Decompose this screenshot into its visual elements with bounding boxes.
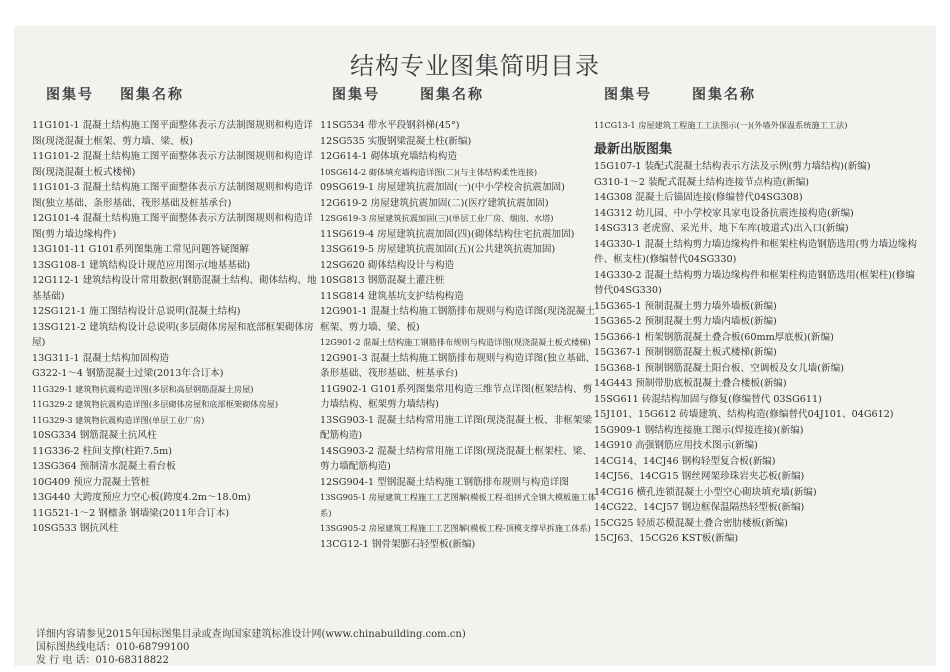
catalog-entry: 10G409 预应力混凝土管桩 bbox=[32, 476, 150, 488]
footer-info bbox=[36, 628, 466, 667]
catalog-entry: 14CG14、14CJ46 钢构轻型复合板(新编) bbox=[594, 455, 776, 467]
catalog-entry: 13SG364 预制清水混凝土看台板 bbox=[32, 461, 176, 472]
catalog-entry: 14G312 幼儿园、中小学校家具家电设备抗震连接构造(新编) bbox=[594, 207, 854, 219]
catalog-entry: 12G901-3 混凝土结构施工钢筋排布规则与构造详图(独立基础、条形基础、筏形基础、桩基承台) bbox=[320, 352, 595, 379]
catalog-entry: 12G614-1 砌体填充墙结构构造 bbox=[320, 151, 457, 162]
catalog-entry: 13G101-11 G101系列图集施工常见问题答疑图解 bbox=[32, 244, 249, 255]
footer-distribution-phone: 发 行 电 话：010-68318822 bbox=[36, 655, 169, 666]
footer-hotline: 国标图热线电话：010-68799100 bbox=[36, 642, 190, 653]
catalog-entry: 11G902-1 G101系列图集常用构造三维节点详图(框架结构、剪力墙结构、框架剪力墙结构) bbox=[320, 383, 593, 410]
catalog-entry: 11SG619-4 房屋建筑抗震加固(四)(砌体结构住宅抗震加固) bbox=[320, 228, 575, 240]
catalog-entry: 14G308 混凝土后锚固连接(修编替代04SG308) bbox=[594, 192, 803, 203]
catalog-entry: 15G368-1 预制钢筋混凝土阳台板、空调板及女儿墙(新编) bbox=[594, 362, 844, 374]
catalog-entry: 12SG535 实腹钢梁混凝土柱(新编) bbox=[320, 135, 472, 147]
catalog-entry: 11SG534 带水平段钢斜梯(45°) bbox=[320, 120, 460, 131]
catalog-entry: 11G101-3 混凝土结构施工图平面整体表示方法制图规则和构造详图(独立基础、条形基础、筏形基础及桩基承台) bbox=[32, 182, 313, 209]
catalog-entry: 12SG619-3 房屋建筑抗震加固(三)(单层工业厂房、烟囱、水塔) bbox=[320, 213, 554, 223]
catalog-entry: 11G329-2 建筑物抗震构造详图(多层砌体房屋和底部框架砌体房屋) bbox=[32, 399, 279, 409]
catalog-column-2 bbox=[320, 118, 596, 552]
catalog-entry: 13SG619-5 房屋建筑抗震加固(五)(公共建筑抗震加固) bbox=[320, 244, 556, 255]
header-number: 图集号 bbox=[604, 87, 652, 103]
catalog-entry: 15CG25 轻质芯模混凝土叠合密肋楼板(新编) bbox=[594, 517, 788, 529]
catalog-entry: 14CG16 横孔连锁混凝土小型空心砌块填充墙(新编) bbox=[594, 486, 817, 498]
catalog-entry: 15J101、15G612 砖墙建筑、结构构造(修编替代04J101、04G612) bbox=[594, 409, 894, 420]
catalog-entry: 13SG108-1 建筑结构设计规范应用图示(地基基础) bbox=[32, 259, 251, 271]
catalog-entry: 15G909-1 钢结构连接施工图示(焊接连接)(新编) bbox=[594, 424, 804, 436]
column-header-3 bbox=[604, 84, 756, 104]
catalog-entry: 14CG22、14CJ57 钢边框保温隔热轻型板(新编) bbox=[594, 502, 805, 513]
catalog-entry: 14SG903-2 混凝土结构常用施工详图(现浇混凝土框架柱、梁、剪力墙配筋构造) bbox=[320, 445, 592, 472]
catalog-entry: 15G365-1 预制混凝土剪力墙外墙板(新编) bbox=[594, 300, 777, 312]
catalog-entry: 10SG614-2 砌体填充墙构造详图(二)(与主体结构柔性连接) bbox=[320, 166, 538, 177]
catalog-entry: 15G366-1 桁架钢筋混凝土叠合板(60mm厚底板)(新编) bbox=[594, 331, 834, 343]
catalog-entry: 11G101-1 混凝土结构施工图平面整体表示方法制图规则和构造详图(现浇混凝土框架、剪力墙、梁、板) bbox=[32, 120, 313, 147]
header-name: 图集名称 bbox=[692, 87, 756, 103]
catalog-entry: 11SG814 建筑基坑支护结构构造 bbox=[320, 290, 464, 302]
catalog-entry: 14G330-1 混凝土结构剪力墙边缘构件和框架柱构造钢筋选用(剪力墙边缘构件、框支柱)(修编替代04SG330) bbox=[594, 238, 917, 265]
catalog-entry: 13SG905-2 房屋建筑工程施工工艺图解(模板工程-顶模支撑早拆施工体系) bbox=[320, 523, 591, 533]
catalog-entry: 10SG533 钢抗风柱 bbox=[32, 523, 119, 534]
catalog-entry: 14SG313 老虎窗、采光井、地下车库(坡道式)出入口(新编) bbox=[594, 223, 849, 234]
page-title: 结构专业图集简明目录 bbox=[350, 52, 600, 80]
header-name: 图集名称 bbox=[120, 87, 184, 103]
catalog-entry: 13SG121-2 建筑结构设计总说明(多层砌体房屋和底部框架砌体房屋) bbox=[32, 321, 314, 348]
catalog-entry: 11G329-3 建筑物抗震构造详图(单层工业厂房) bbox=[32, 414, 205, 425]
catalog-entry: 11G336-2 柱间支撑(柱距7.5m) bbox=[32, 445, 172, 457]
catalog-entry: G322-1～4 钢筋混凝土过梁(2013年合订本) bbox=[32, 368, 224, 379]
new-publications-heading: 最新出版图集 bbox=[594, 141, 673, 157]
catalog-entry: 13G440 大跨度预应力空心板(跨度4.2m～18.0m) bbox=[32, 492, 251, 503]
column-header-1 bbox=[46, 84, 184, 104]
catalog-entry: 10SG813 钢筋混凝土灌注桩 bbox=[320, 275, 445, 286]
catalog-entry: 11G521-1～2 钢檩条 钢墙梁(2011年合订本) bbox=[32, 507, 230, 519]
catalog-entry: 11G329-1 建筑物抗震构造详图(多层和高层钢筋混凝土房屋) bbox=[32, 383, 254, 394]
catalog-entry: 09SG619-1 房屋建筑抗震加固(一)(中小学校舍抗震加固) bbox=[320, 182, 565, 193]
catalog-column-3 bbox=[594, 118, 924, 547]
catalog-entry: 13SG905-1 房屋建筑工程施工工艺图解(模板工程-组拼式全钢大模板施工体系) bbox=[320, 492, 596, 518]
catalog-entry: 12G901-2 混凝土结构施工钢筋排布规则与构造详图(现浇混凝土板式楼梯) bbox=[320, 337, 591, 347]
footer-website-line: 详细内容请参见2015年国标图集目录或查询国家建筑标准设计网(www.chinabuilding.com.cn) bbox=[36, 629, 466, 640]
header-number: 图集号 bbox=[46, 87, 94, 103]
catalog-entry: 13CG12-1 钢骨架膨石轻型板(新编) bbox=[320, 538, 476, 550]
catalog-entry: 12SG620 砌体结构设计与构造 bbox=[320, 259, 455, 271]
catalog-entry: 14G330-2 混凝土结构剪力墙边缘构件和框架柱构造钢筋选用(框架柱)(修编替代04SG330) bbox=[594, 269, 915, 296]
catalog-entry: 15G365-2 预制混凝土剪力墙内墙板(新编) bbox=[594, 316, 777, 327]
catalog-entry: 11CG13-1 房屋建筑工程施工工法图示(一)(外墙外保温系统施工工法) bbox=[594, 120, 848, 130]
header-number: 图集号 bbox=[332, 87, 380, 103]
catalog-column-1 bbox=[32, 118, 318, 537]
catalog-entry: 14G443 预制带肋底板混凝土叠合楼板(新编) bbox=[594, 378, 787, 389]
catalog-entry: 12SG121-1 施工图结构设计总说明(混凝土结构) bbox=[32, 306, 241, 317]
catalog-entry: 15SG611 砖混结构加固与修复(修编替代 03SG611) bbox=[594, 393, 822, 405]
catalog-entry: 10SG334 钢筋混凝土抗风柱 bbox=[32, 430, 157, 441]
catalog-entry: 13G311-1 混凝土结构加固构造 bbox=[32, 352, 169, 364]
catalog-entry: 13SG903-1 混凝土结构常用施工详图(现浇混凝土板、非框架梁配筋构造) bbox=[320, 414, 592, 441]
catalog-entry: 12SG904-1 型钢混凝土结构施工钢筋排布规则与构造详图 bbox=[320, 476, 570, 488]
catalog-entry: 12G901-1 混凝土结构施工钢筋排布规则与构造详图(现浇混凝土框架、剪力墙、梁、板) bbox=[320, 306, 595, 333]
catalog-entry: 14G910 高强钢筋应用技术图示(新编) bbox=[594, 440, 758, 451]
catalog-entry: 12G112-1 建筑结构设计常用数据(钢筋混凝土结构、砌体结构、地基基础) bbox=[32, 275, 317, 302]
catalog-entry: 12G101-4 混凝土结构施工图平面整体表示方法制图规则和构造详图(剪力墙边缘构件) bbox=[32, 213, 313, 240]
column-header-2 bbox=[332, 84, 484, 104]
catalog-entry: 11G101-2 混凝土结构施工图平面整体表示方法制图规则和构造详图(现浇混凝土板式楼梯) bbox=[32, 151, 313, 178]
header-name: 图集名称 bbox=[420, 87, 484, 103]
catalog-entry: 14CJ56、14CG15 钢丝网架珍珠岩夹芯板(新编) bbox=[594, 471, 805, 482]
catalog-page bbox=[14, 26, 936, 666]
catalog-entry: 15G107-1 装配式混凝土结构表示方法及示例(剪力墙结构)(新编) bbox=[594, 161, 871, 172]
catalog-entry: 15G367-1 预制钢筋混凝土板式楼梯(新编) bbox=[594, 347, 777, 358]
catalog-entry: G310-1～2 装配式混凝土结构连接节点构造(新编) bbox=[594, 176, 810, 188]
catalog-entry: 12G619-2 房屋建筑抗震加固(二)(医疗建筑抗震加固) bbox=[320, 197, 549, 209]
catalog-entry: 15CJ63、15CG26 KST板(新编) bbox=[594, 533, 739, 544]
